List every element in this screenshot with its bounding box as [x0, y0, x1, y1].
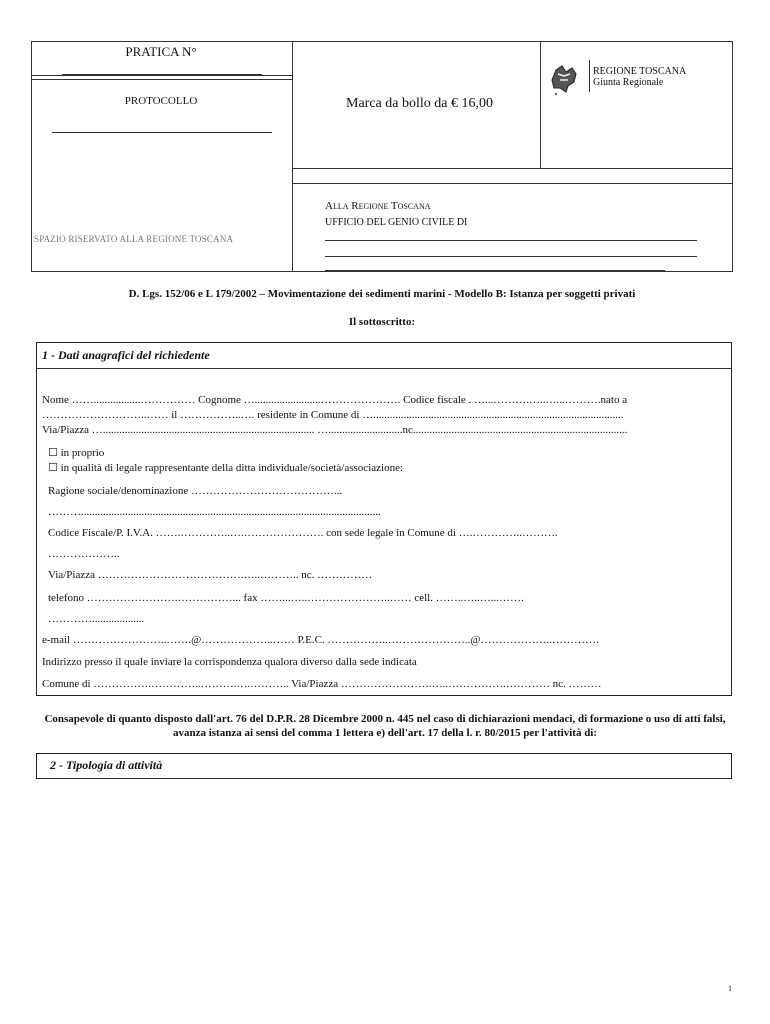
section2-heading: 2 - Tipologia di attività: [50, 758, 163, 772]
bollo-rule: [293, 168, 733, 169]
field-via-sede[interactable]: Via/Piazza ………………………………….…..……….. nc. ……………: [48, 569, 373, 581]
genio-blank-1[interactable]: [325, 240, 697, 241]
subtitle: Il sottoscritto:: [348, 316, 416, 328]
pratica-rule-2: [32, 79, 292, 80]
field-comune-sede-cont[interactable]: ………………..: [48, 548, 120, 560]
protocollo-label: PROTOCOLLO: [124, 95, 198, 107]
pratica-blank[interactable]: [62, 74, 262, 75]
field-telefono-fax-cell[interactable]: telefono …………………….……………... fax ……...…..…………………..…… cell. ……..…..…...…….: [48, 592, 524, 604]
field-data-nascita[interactable]: ………………………..…… il ……………..…. residente in Comune di …...........................................................................................: [42, 409, 624, 421]
corrispondenza-label: Indirizzo presso il quale inviare la corrispondenza qualora diverso dalla sede indicata: [42, 656, 417, 668]
reserved-label: SPAZIO RISERVATO ALLA REGIONE TOSCANA: [34, 234, 234, 244]
checkbox-in-proprio[interactable]: ☐ in proprio: [48, 447, 105, 459]
protocollo-blank[interactable]: [52, 132, 272, 133]
header-divider: [292, 42, 293, 271]
regione-toscana-logo-icon: [546, 58, 586, 98]
checkbox-legale-rappresentante[interactable]: ☐ in qualità di legale rappresentante della ditta individuale/società/associazione:: [48, 462, 404, 474]
recipient-line-2: UFFICIO DEL GENIO CIVILE DI: [325, 217, 468, 228]
pratica-rule-1: [32, 75, 292, 76]
marca-bollo: Marca da bollo da € 16,00: [346, 96, 493, 111]
section1-heading-rule: [37, 368, 731, 369]
declaration: Consapevole di quanto disposto dall'art. 76 del D.P.R. 28 Dicembre 2000 n. 445 nel caso di dichiarazioni mendaci, di formazione o uso di atti falsi, avanza istanza ai sensi del comma 1 lettera e) dell'art. 17 della l. r. 80/2015 per l'attività di:: [44, 713, 726, 739]
logo-line-1: REGIONE TOSCANA: [593, 66, 687, 77]
logo-separator: [589, 60, 590, 92]
recipient-line-1: Alla Regione Toscana: [325, 200, 431, 212]
document-title: D. Lgs. 152/06 e L 179/2002 – Movimentazione dei sedimenti marini - Modello B: Istanza per soggetti privati: [128, 288, 636, 300]
field-nome[interactable]: Nome …….................…………… Cognome …........................…………………. Codice fiscale . …...……….…..…...……….nato a: [42, 394, 628, 406]
genio-blank-3[interactable]: [325, 270, 665, 271]
field-corrispondenza-indirizzo[interactable]: Comune di …………….…………..……….….……….. Via/Piazza …………………….…..…………….………… nc. ………: [42, 678, 602, 690]
logo-text: [593, 66, 686, 88]
field-codice-fiscale-piva[interactable]: Codice Fiscale/P. I.V.A. …….…………..….…………………. con sede legale in Comune di ….…………..……….: [48, 527, 558, 539]
field-email-pec[interactable]: e-mail ……………………..…….@………………..…… P.E.C. ……………..…………………..@………………..………….: [42, 634, 599, 646]
field-ragione-sociale-cont[interactable]: ……….............................................................................................................: [48, 506, 381, 518]
page-number: 1: [728, 984, 732, 993]
pratica-label: PRATICA N°: [125, 44, 197, 59]
field-via-residenza[interactable]: Via/Piazza …............................................................................. …...........................nc..............................................................................: [42, 424, 628, 436]
section1-heading: 1 - Dati anagrafici del richiedente: [42, 348, 210, 362]
genio-blank-2[interactable]: [325, 256, 697, 257]
field-ragione-sociale[interactable]: Ragione sociale/denominazione …………………………………...: [48, 485, 343, 497]
logo-divider: [540, 42, 541, 168]
logo-line-2: Giunta Regionale: [593, 77, 664, 88]
recipient-rule: [293, 183, 733, 184]
field-cell-cont[interactable]: …………...................: [48, 613, 145, 625]
